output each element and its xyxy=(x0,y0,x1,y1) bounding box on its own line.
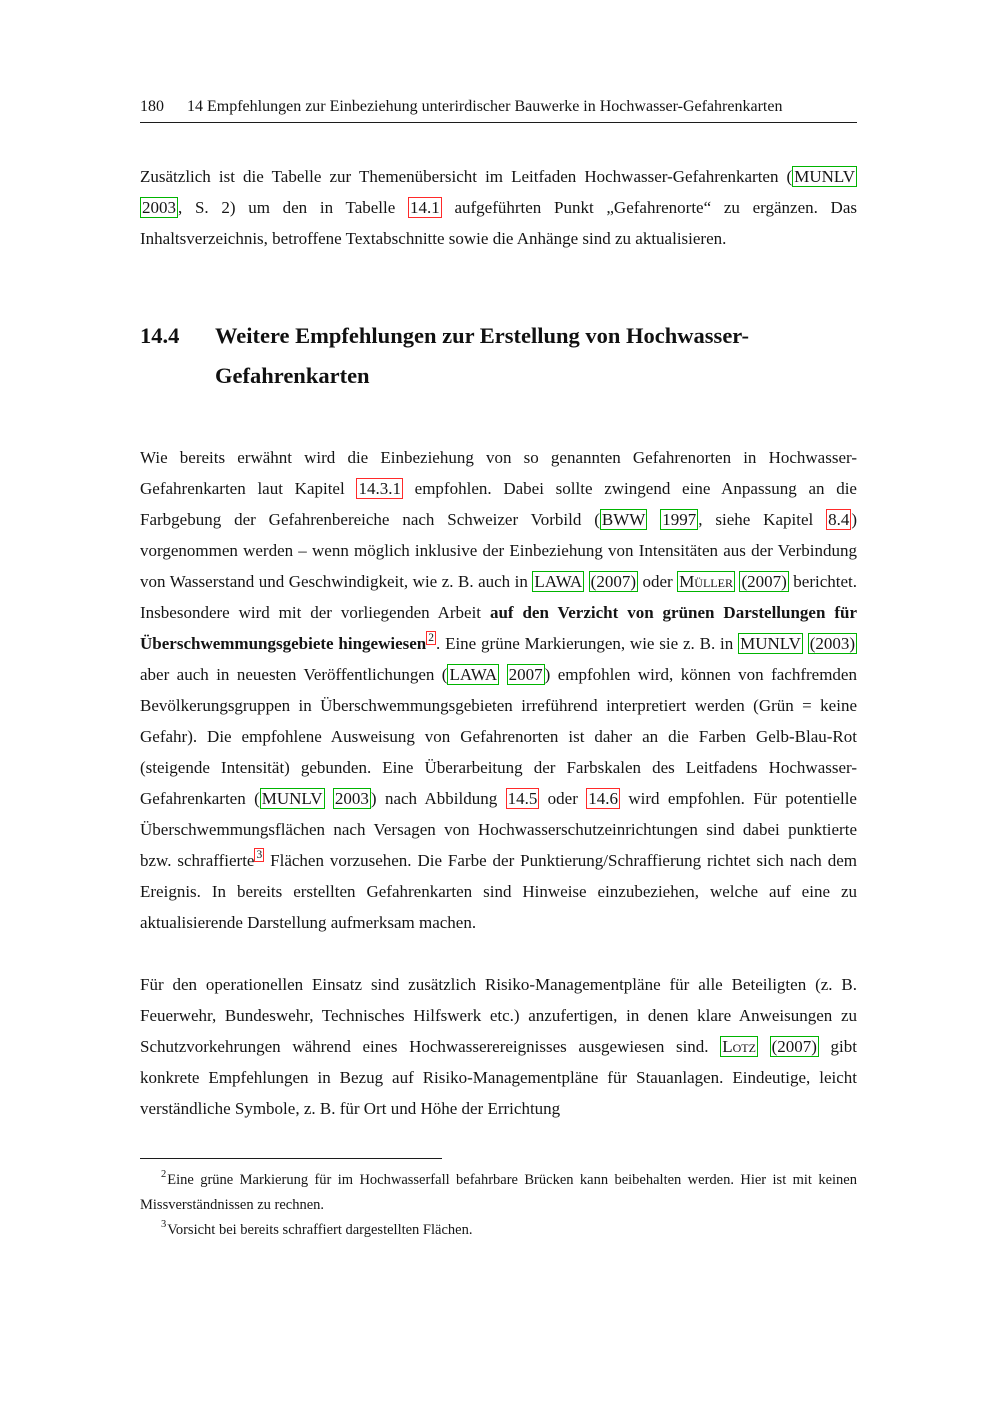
text-run: Wie bereits erwähnt wird die Einbeziehung von so genannten Gefahrenorten in Hochwasser-Gefahrenkarten laut Kapitel xyxy=(140,448,857,498)
section-heading xyxy=(140,316,857,396)
footnotes xyxy=(140,1168,857,1243)
citation-link[interactable]: MUNLV xyxy=(794,167,855,186)
text-run: gibt konkrete Empfehlungen in Bezug auf Risiko-Managementpläne für Stauanlagen. Eindeutige, leicht verständliche Symbole, z. B. für Ort und Höhe der Errichtung xyxy=(140,1037,857,1118)
citation-link[interactable]: LAWA xyxy=(534,572,583,591)
citation-link[interactable]: LAWA xyxy=(449,665,498,684)
text-run xyxy=(803,634,808,653)
text-run xyxy=(647,510,660,529)
text-run xyxy=(325,789,333,808)
running-title: 14 Empfehlungen zur Einbeziehung unterirdischer Bauwerke in Hochwasser-Gefahrenkarten xyxy=(187,98,783,115)
text-run: aber auch in neuesten Veröffentlichungen ( xyxy=(140,665,448,684)
citation-link[interactable]: 2003 xyxy=(142,198,176,217)
paragraph-operational xyxy=(140,969,857,1124)
citation-link[interactable]: 2007 xyxy=(508,665,543,684)
citation-link[interactable]: BWW xyxy=(601,510,646,529)
cross-reference-link[interactable]: 14.1 xyxy=(410,198,440,217)
citation-link[interactable]: (2003) xyxy=(809,634,856,653)
text-run: empfohlen. Dabei sollte zwingend eine Anpassung an die Farbgebung der Gefahrenbereiche nach Schweizer Vorbild ( xyxy=(140,479,857,529)
citation-link[interactable]: Lotz xyxy=(722,1037,756,1056)
text-run: ) vorgenommen werden – wenn möglich inklusive der Einbeziehung von Intensitäten aus der Verbindung von Wasserstand und Geschwindigkeit, wie z. B. auch in xyxy=(140,510,858,591)
text-run: Für den operationellen Einsatz sind zusätzlich Risiko-Managementpläne für alle Beteiligten (z. B. Feuerwehr, Bundeswehr, Technisches Hilfswerk etc.) anzufertigen, in denen klare Anweisungen zu Schutzvorkehrungen während eines Hochwasserereignisses ausgewiesen sind. xyxy=(140,975,857,1056)
text-run: , siehe Kapitel xyxy=(698,510,827,529)
footnote-text: Vorsicht bei bereits schraffiert dargestellten Flächen. xyxy=(167,1222,473,1238)
footnote-text: Eine grüne Markierung für im Hochwasserfall befahrbare Brücken kann beibehalten werden. Hier ist mit keinen Missverständnissen zu rechnen. xyxy=(140,1172,857,1213)
text-run: wird empfohlen. Für potentielle Überschwemmungsflächen nach Versagen von Hochwasserschutzeinrichtungen sind dabei punktierte bzw. schraffierte xyxy=(140,789,857,870)
footnote xyxy=(140,1218,857,1243)
bold-emphasis: auf den Verzicht von grünen Darstellungen für Überschwemmungsgebiete hingewiesen xyxy=(140,603,858,653)
cross-reference-link[interactable]: 8.4 xyxy=(828,510,850,529)
footnote-marker: 3 xyxy=(161,1219,167,1231)
paragraph-intro xyxy=(140,161,857,254)
footnote xyxy=(140,1168,857,1218)
page-number: 180 xyxy=(140,98,164,115)
text-run: . Eine grüne Markierungen, wie sie z. B. in xyxy=(436,634,739,653)
text-run xyxy=(758,1037,770,1056)
cross-reference-link[interactable]: 14.6 xyxy=(588,789,619,808)
citation-link[interactable]: (2007) xyxy=(771,1037,817,1056)
page-content xyxy=(140,0,857,1243)
section-number: 14.4 xyxy=(140,323,180,348)
text-run xyxy=(584,572,589,591)
running-header xyxy=(140,0,857,123)
text-run: oder xyxy=(539,789,587,808)
footnote-superscript xyxy=(426,632,436,644)
footnote-superscript xyxy=(254,849,264,861)
citation-link[interactable]: (2007) xyxy=(590,572,636,591)
text-run: Flächen vorzusehen. Die Farbe der Punktierung/Schraffierung richtet sich nach dem Ereignis. In bereits erstellten Gefahrenkarten sind Hinweise einzubeziehen, welche auf eine zu aktualisierende Darstellung aufmerksam machen. xyxy=(140,851,857,932)
paragraph-main xyxy=(140,442,857,938)
citation-link[interactable]: 2003 xyxy=(334,789,369,808)
citation-link[interactable]: Müller xyxy=(679,572,733,591)
citation-link[interactable]: 1997 xyxy=(662,510,697,529)
footnote-reference-link[interactable]: 3 xyxy=(256,849,263,862)
text-run: ) nach Abbildung xyxy=(370,789,506,808)
section-title: Weitere Empfehlungen zur Erstellung von Hochwasser-Gefahrenkarten xyxy=(215,323,749,388)
cross-reference-link[interactable]: 14.5 xyxy=(507,789,538,808)
text-run: aufgeführten Punkt „Gefahrenorte“ zu ergänzen. Das Inhaltsverzeichnis, betroffene Textabschnitte sowie die Anhänge sind zu aktualisieren. xyxy=(140,198,857,248)
citation-link[interactable]: (2007) xyxy=(741,572,787,591)
footnote-reference-link[interactable]: 2 xyxy=(428,632,434,645)
text-run xyxy=(499,665,506,684)
footnote-rule xyxy=(140,1158,442,1159)
cross-reference-link[interactable]: 14.3.1 xyxy=(358,479,401,498)
text-run: , S. 2) um den in Tabelle xyxy=(178,198,408,217)
text-run: Zusätzlich ist die Tabelle zur Themenübersicht im Leitfaden Hochwasser-Gefahrenkarten ( xyxy=(140,167,793,186)
text-run: oder xyxy=(637,572,678,591)
text-run: berichtet. Insbesondere wird mit der vorliegenden Arbeit xyxy=(140,572,858,622)
citation-link[interactable]: MUNLV xyxy=(261,789,323,808)
footnote-marker: 2 xyxy=(161,1169,167,1181)
text-run: ) empfohlen wird, können von fachfremden Bevölkerungsgruppen in Überschwemmungsgebieten irreführend interpretiert werden (Grün = keine Gefahr). Die empfohlene Ausweisung von Gefahrenorten ist daher an die Farben Gelb-Blau-Rot (steigende Intensität) gebunden. Eine Überarbeitung der Farbskalen des Leitfadens Hochwasser-Gefahrenkarten ( xyxy=(140,665,857,808)
citation-link[interactable]: MUNLV xyxy=(740,634,801,653)
